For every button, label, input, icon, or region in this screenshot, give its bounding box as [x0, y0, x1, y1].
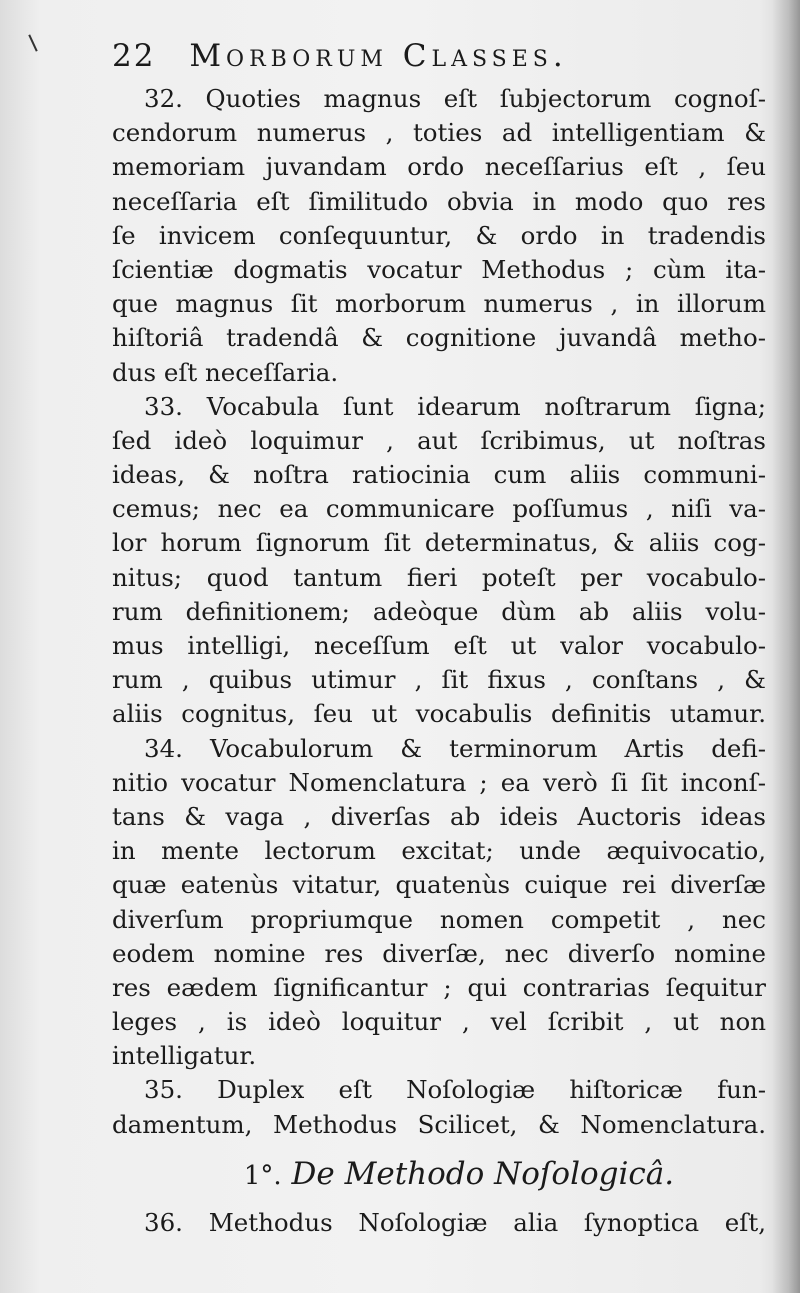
text-line: neceſſaria eſt ſimilitudo obvia in modo quo res [112, 186, 766, 216]
text-line: nitus; quod tantum fieri poteſt per vocabulo- [112, 562, 766, 592]
text-line: ideas, & noſtra ratiocinia cum aliis communi- [112, 460, 766, 490]
text-line: hiſtoriâ tradendâ & cognitione juvandâ metho- [112, 323, 766, 353]
page-number: 22 [112, 38, 156, 74]
text-line: tans & vaga , diverſas ab ideis Auctoris ideas [112, 801, 766, 831]
text-line: memoriam juvandam ordo neceſſarius eſt , ſeu [112, 152, 766, 182]
text-line: nitio vocatur Nomenclatura ; ea verò ſi ſit inconſ- [112, 767, 766, 797]
text-line: intelligatur. [112, 1041, 257, 1071]
text-line: 35. Duplex eſt Noſologiæ hiſtoricæ fun- [144, 1075, 766, 1105]
binding-shadow [772, 0, 800, 1293]
text-line: que magnus ſit morborum numerus , in illorum [112, 289, 766, 319]
text-line: lor horum ſignorum ſit determinatus, & aliis cog- [112, 528, 766, 558]
text-line: diverſum propriumque nomen competit , nec [112, 904, 766, 934]
section-title: De Methodo Noſologicâ. [291, 1155, 675, 1192]
running-header [112, 38, 772, 82]
text-line: cemus; nec ea communicare poſſumus , niſi va- [112, 494, 766, 524]
text-line: aliis cognitus, ſeu ut vocabulis definitis utamur. [112, 699, 766, 729]
text-line: quæ eatenùs vitatur, quatenùs cuique rei diverſæ [112, 870, 766, 900]
text-line: res eædem ſignificantur ; qui contrarias ſequitur [112, 972, 766, 1002]
text-line: 32. Quoties magnus eſt ſubjectorum cognoſ- [144, 84, 766, 113]
text-line: in mente lectorum excitat; unde æquivocatio, [112, 836, 766, 866]
text-line: ſe invicem conſequuntur, & ordo in tradendis [112, 220, 766, 250]
text-line: 33. Vocabula ſunt idearum noſtrarum ſigna; [144, 391, 766, 421]
ink-mark [28, 34, 37, 51]
text-line: dus eſt neceſſaria. [112, 357, 339, 387]
text-line: 36. Methodus Noſologiæ alia ſynoptica eſt, [144, 1207, 766, 1237]
text-line: leges , is ideò loquitur , vel ſcribit , ut non [112, 1007, 766, 1037]
section-heading [112, 1142, 766, 1206]
text-line: damentum, Methodus Scilicet, & Nomenclatura. [112, 1109, 766, 1139]
text-line: ſed ideò loquimur , aut ſcribimus, ut noſtras [112, 425, 766, 455]
text-line: rum , quibus utimur , ſit fixus , conſtans , & [112, 665, 766, 695]
section-number: 1°. [243, 1160, 282, 1191]
running-title: Morborum Classes. [189, 38, 568, 74]
text-line: 34. Vocabulorum & terminorum Artis defi- [144, 733, 766, 763]
text-line: ſcientiæ dogmatis vocatur Methodus ; cùm ita- [112, 254, 766, 284]
text-line: rum definitionem; adeòque dùm ab aliis volu- [112, 596, 766, 626]
text-line: eodem nomine res diverſæ, nec diverſo nomine [112, 938, 766, 968]
text-line: mus intelligi, neceſſum eſt ut valor vocabulo- [112, 631, 766, 660]
text-line: cendorum numerus , toties ad intelligentiam & [112, 118, 766, 148]
body-text [112, 82, 766, 1240]
